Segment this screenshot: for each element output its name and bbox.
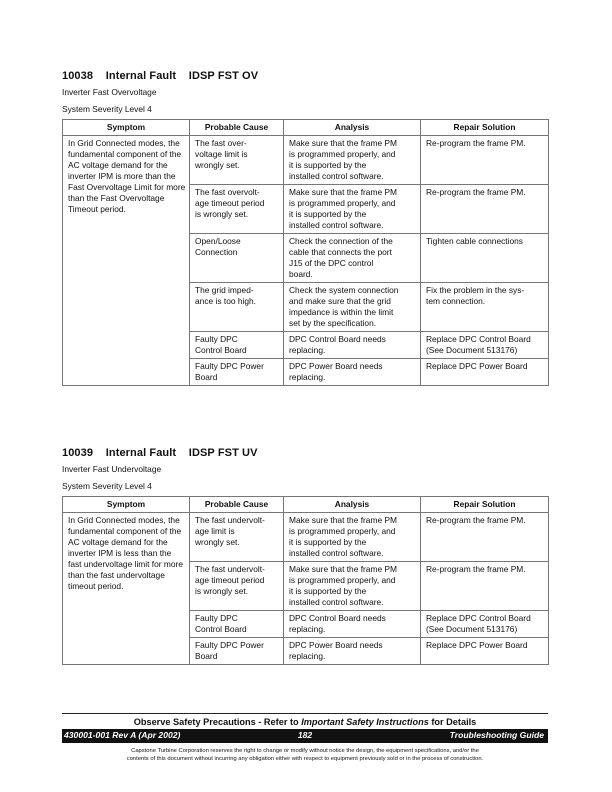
column-header-symptom: Symptom [63,497,190,513]
column-header-repair-solution: Repair Solution [421,120,549,136]
safety-notice [62,717,548,727]
analysis-cell: Make sure that the frame PM is programmed properly, and it is supported by the installed control software. [284,513,421,562]
severity-level: System Severity Level 4 [62,481,152,491]
analysis-cell: Make sure that the frame PM is programmed properly, and it is supported by the installed control software. [284,562,421,611]
repair-cell: Tighten cable connections [421,234,549,283]
analysis-cell: Check the system connection and make sure that the grid impedance is within the limit set by the specification. [284,283,421,332]
repair-cell: Re-program the frame PM. [421,562,549,611]
section-subtitle: Inverter Fast Overvoltage [62,87,157,97]
analysis-cell: DPC Power Board needs replacing. [284,638,421,665]
cause-cell: Faulty DPC Control Board [190,611,284,638]
symptom-cell: In Grid Connected modes, the fundamental component of the AC voltage demand for the inverter IPM is more than the Fast Overvoltage Limit for more than the Fast Overvoltage Timeout period. [63,136,190,386]
repair-cell: Re-program the frame PM. [421,185,549,234]
repair-cell: Replace DPC Control Board (See Document 513176) [421,332,549,359]
repair-cell: Replace DPC Control Board (See Document 513176) [421,611,549,638]
table-row [63,136,549,185]
cause-cell: The fast over- voltage limit is wrongly set. [190,136,284,185]
section-heading: 10038 Internal Fault IDSP FST OV [62,70,259,82]
page-number: 182 [297,730,313,740]
cause-cell: Faulty DPC Power Board [190,359,284,386]
column-header-probable-cause: Probable Cause [190,497,284,513]
column-header-repair-solution: Repair Solution [421,497,549,513]
cause-cell: Faulty DPC Control Board [190,332,284,359]
analysis-cell: DPC Control Board needs replacing. [284,611,421,638]
cause-cell: The fast overvolt- age timeout period is wrongly set. [190,185,284,234]
analysis-cell: DPC Control Board needs replacing. [284,332,421,359]
analysis-cell: Check the connection of the cable that connects the port J15 of the DPC control board. [284,234,421,283]
severity-level: System Severity Level 4 [62,104,152,114]
disclaimer-line: contents of this document without incurring any obligation either with respect to equipment previously sold or in the process of construction. [126,756,484,762]
column-header-analysis: Analysis [284,120,421,136]
cause-cell: The fast undervolt- age timeout period is wrongly set. [190,562,284,611]
troubleshooting-table [62,496,549,665]
repair-cell: Replace DPC Power Board [421,638,549,665]
analysis-cell: Make sure that the frame PM is programmed properly, and it is supported by the installed control software. [284,136,421,185]
cause-cell: The fast undervolt- age limit is wrongly set. [190,513,284,562]
fault-section-10039 [62,447,548,665]
cause-cell: The grid imped- ance is too high. [190,283,284,332]
section-heading: 10039 Internal Fault IDSP FST UV [62,447,258,459]
table-row [63,513,549,562]
column-header-symptom: Symptom [63,120,190,136]
cause-cell: Open/Loose Connection [190,234,284,283]
analysis-cell: DPC Power Board needs replacing. [284,359,421,386]
legal-disclaimer [62,747,548,763]
footer-bar [62,729,548,743]
guide-title: Troubleshooting Guide [449,730,544,740]
troubleshooting-table [62,119,549,386]
repair-cell: Fix the problem in the sys- tem connection. [421,283,549,332]
repair-cell: Re-program the frame PM. [421,513,549,562]
analysis-cell: Make sure that the frame PM is programmed properly, and it is supported by the installed control software. [284,185,421,234]
fault-section-10038 [62,70,548,386]
cause-cell: Faulty DPC Power Board [190,638,284,665]
repair-cell: Re-program the frame PM. [421,136,549,185]
repair-cell: Replace DPC Power Board [421,359,549,386]
column-header-analysis: Analysis [284,497,421,513]
safety-notice-emphasis: Important Safety Instructions [301,717,429,727]
safety-notice-suffix: for Details [428,717,477,727]
section-subtitle: Inverter Fast Undervoltage [62,464,162,474]
disclaimer-line: Capstone Turbine Corporation reserves the right to change or modify without notice the design, the equipment specifications, and/or the [131,748,479,754]
footer-divider [62,713,548,714]
document-number: 430001-001 Rev A (Apr 2002) [64,730,181,740]
column-header-probable-cause: Probable Cause [190,120,284,136]
symptom-cell: In Grid Connected modes, the fundamental component of the AC voltage demand for the inverter IPM is less than the fast undervoltage limit for more than the fast undervoltage timeout period. [63,513,190,665]
safety-notice-prefix: Observe Safety Precautions - Refer to [133,717,302,727]
